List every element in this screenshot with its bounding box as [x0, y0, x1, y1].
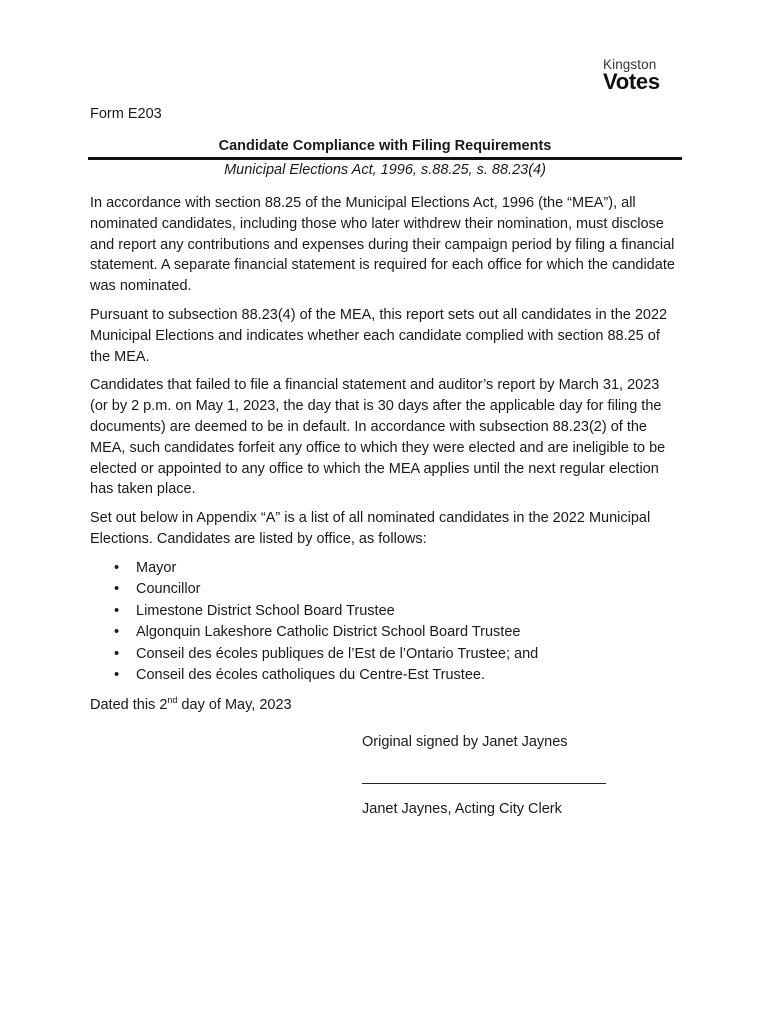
- signatory-name-title: Janet Jaynes, Acting City Clerk: [362, 801, 562, 817]
- paragraph-report-purpose: Pursuant to subsection 88.23(4) of the MEA, this report sets out all candidates in the 2022 Municipal Elections and indicates whether each candidate complied with section 88.25 of the MEA.: [90, 306, 668, 365]
- bullet-icon: •: [114, 624, 120, 641]
- bullet-icon: •: [114, 645, 120, 662]
- dated-prefix: Dated this 2: [90, 696, 168, 713]
- title-rule: [88, 157, 682, 160]
- logo-line-kingston: Kingston: [603, 57, 657, 72]
- paragraph-appendix-intro: Set out below in Appendix “A” is a list of all nominated candidates in the 2022 Municipal Elections. Candidates are listed by office, as follows:: [90, 510, 651, 547]
- bullet-icon: •: [114, 581, 120, 598]
- office-label: Conseil des écoles publiques de l’Est de l’Ontario Trustee; and: [136, 645, 539, 662]
- office-label: Algonquin Lakeshore Catholic District School Board Trustee: [136, 624, 521, 641]
- form-number: Form E203: [90, 106, 162, 122]
- bullet-icon: •: [114, 559, 120, 576]
- list-item: [90, 579, 680, 601]
- office-label: Mayor: [136, 559, 177, 576]
- office-label: Limestone District School Board Trustee: [136, 602, 395, 619]
- list-item: [90, 601, 680, 623]
- logo-line-votes: Votes: [603, 68, 660, 94]
- signature-line: [362, 783, 606, 784]
- kingston-votes-logo: [603, 58, 673, 93]
- dated-ordinal: nd: [167, 694, 178, 705]
- signature-note: Original signed by Janet Jaynes: [362, 734, 568, 750]
- document-subtitle: Municipal Elections Act, 1996, s.88.25, s. 88.23(4): [224, 162, 546, 178]
- list-item: [90, 644, 680, 666]
- dated-line: [90, 695, 680, 716]
- bullet-icon: •: [114, 667, 120, 684]
- list-item: [90, 665, 680, 687]
- list-item: [90, 622, 680, 644]
- document-body: [90, 193, 680, 724]
- office-label: Councillor: [136, 581, 201, 598]
- office-label: Conseil des écoles catholiques du Centre-Est Trustee.: [136, 667, 485, 684]
- dated-suffix: day of May, 2023: [177, 696, 292, 713]
- document-title: Candidate Compliance with Filing Requirements: [218, 138, 552, 154]
- bullet-icon: •: [114, 602, 120, 619]
- list-item: [90, 558, 680, 580]
- paragraph-filing-requirement: In accordance with section 88.25 of the Municipal Elections Act, 1996 (the “MEA”), all nominated candidates, including those who later withdrew their nomination, must disclose and report any contributions and expenses during their campaign period by filing a financial statement. A separate financial statement is required for each office for which the candidate was nominated.: [90, 195, 675, 295]
- offices-list: [90, 558, 680, 687]
- paragraph-default-consequences: Candidates that failed to file a financial statement and auditor’s report by March 31, 2023 (or by 2 p.m. on May 1, 2023, the day that is 30 days after the applicable day for filing the documents) are deemed to be in default. In accordance with subsection 88.23(2) of the MEA, such candidates forfeit any office to which they were elected and are ineligible to be elected or appointed to any office to which the MEA applies until the next regular election has taken place.: [90, 377, 666, 498]
